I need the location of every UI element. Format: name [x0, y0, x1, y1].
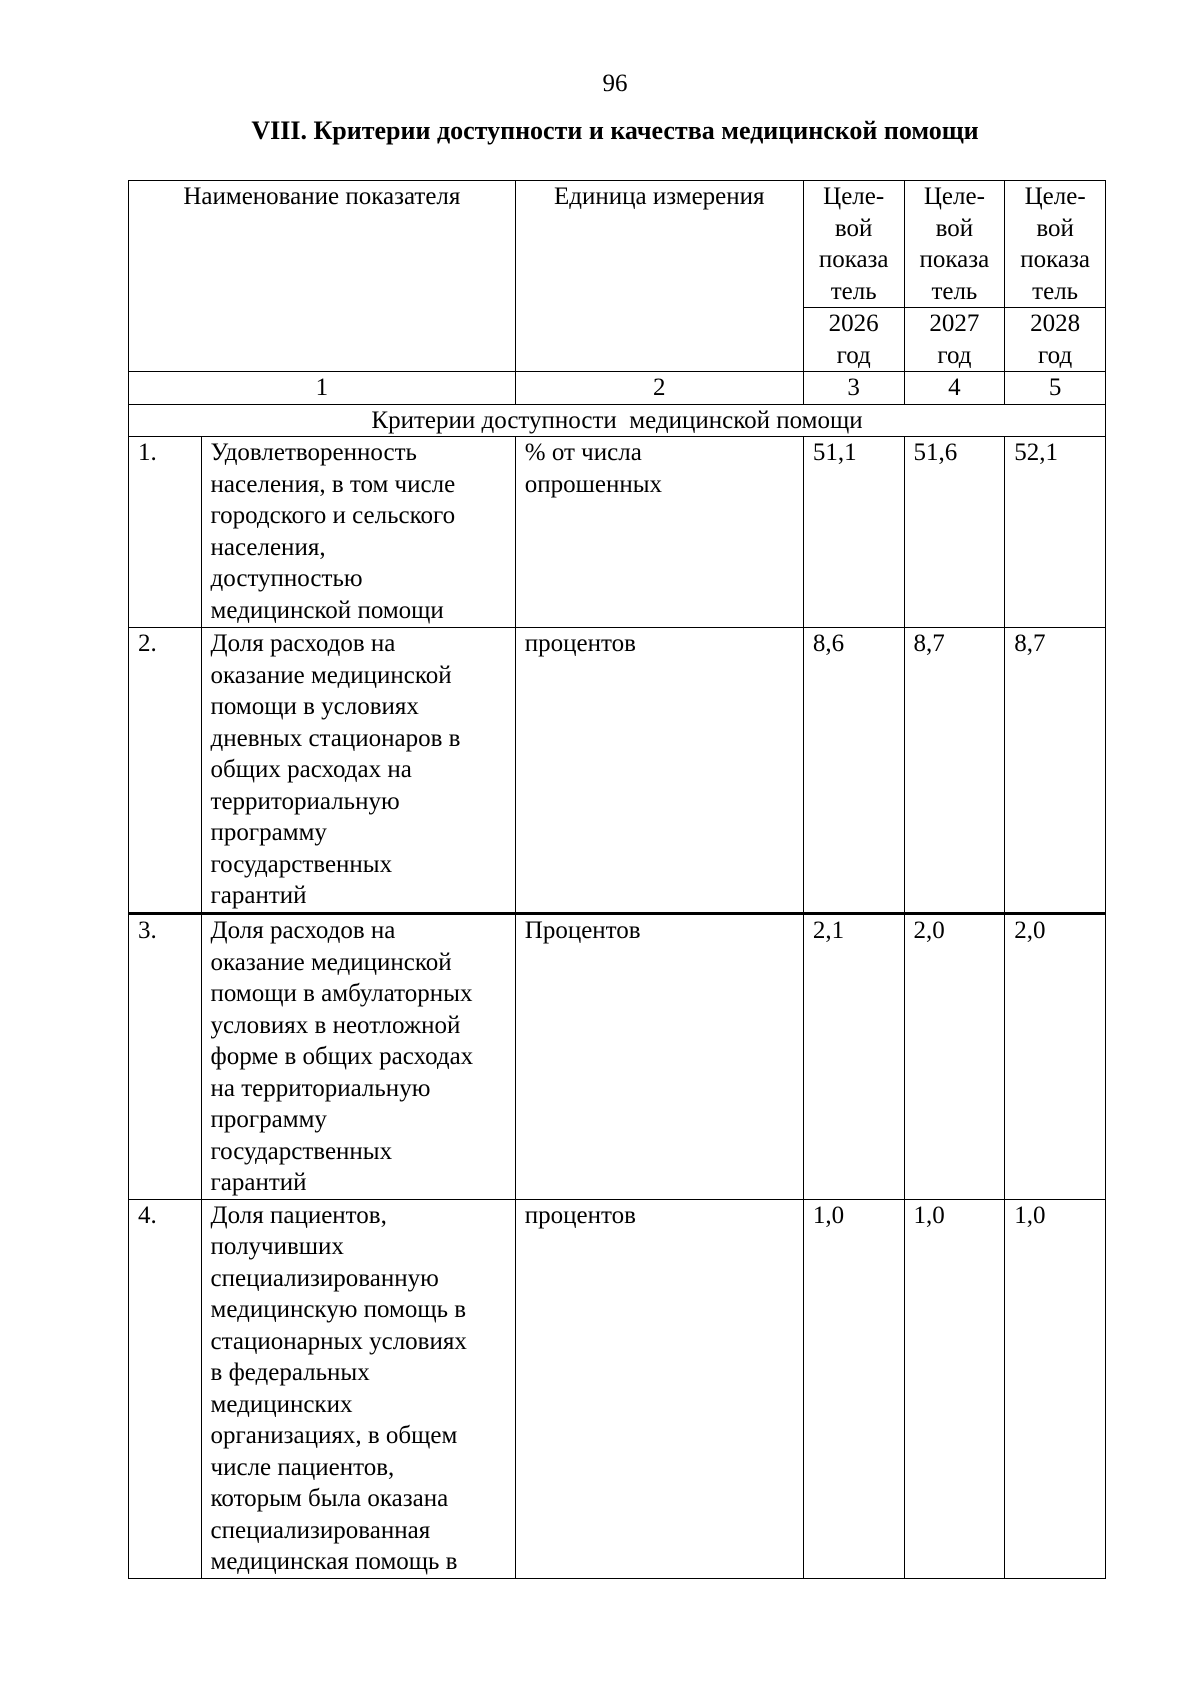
- header-year: 2028 год: [1005, 308, 1106, 372]
- criteria-table: [128, 180, 1106, 1579]
- value-2026: 2,1: [803, 914, 904, 1200]
- unit-cell: процентов: [515, 1199, 803, 1578]
- section-heading: Критерии доступности медицинской помощи: [129, 404, 1106, 437]
- value-2028: 2,0: [1005, 914, 1106, 1200]
- header-year: 2027 год: [904, 308, 1005, 372]
- value-2028: 8,7: [1005, 628, 1106, 914]
- column-number: 5: [1005, 372, 1106, 405]
- value-2026: 1,0: [803, 1199, 904, 1578]
- column-number: 3: [803, 372, 904, 405]
- indicator-name: Доля пациентов, получивших специализированную медицинскую помощь в стационарных условиях в федеральных медицинских организациях, в общем числе пациентов, которым была оказана специализированная медицинская помощь в: [201, 1199, 515, 1578]
- value-2028: 52,1: [1005, 437, 1106, 628]
- value-2026: 8,6: [803, 628, 904, 914]
- row-number: 2.: [129, 628, 202, 914]
- row-number: 3.: [129, 914, 202, 1200]
- header-target-label: Целе- вой показа тель: [904, 181, 1005, 308]
- unit-cell: Процентов: [515, 914, 803, 1200]
- header-indicator-name: Наименование показателя: [129, 181, 516, 372]
- table-row: [129, 914, 1106, 1200]
- row-number: 4.: [129, 1199, 202, 1578]
- header-unit: Единица измерения: [515, 181, 803, 372]
- indicator-name: Доля расходов на оказание медицинской помощи в амбулаторных условиях в неотложной форме в общих расходах на территориальную программу государственных гарантий: [201, 914, 515, 1200]
- column-number: 1: [129, 372, 516, 405]
- value-2027: 2,0: [904, 914, 1005, 1200]
- value-2028: 1,0: [1005, 1199, 1106, 1578]
- header-target-label: Целе- вой показа тель: [1005, 181, 1106, 308]
- indicator-name: Доля расходов на оказание медицинской помощи в условиях дневных стационаров в общих расходах на территориальную программу государственных гарантий: [201, 628, 515, 914]
- section-title: VIII. Критерии доступности и качества медицинской помощи: [251, 116, 979, 145]
- table-row: [129, 628, 1106, 914]
- value-2026: 51,1: [803, 437, 904, 628]
- page-number: 96: [602, 70, 628, 97]
- table-row: [129, 437, 1106, 628]
- header-year: 2026 год: [803, 308, 904, 372]
- value-2027: 8,7: [904, 628, 1005, 914]
- row-number: 1.: [129, 437, 202, 628]
- unit-cell: % от числа опрошенных: [515, 437, 803, 628]
- value-2027: 51,6: [904, 437, 1005, 628]
- header-target-label: Целе- вой показа тель: [803, 181, 904, 308]
- unit-cell: процентов: [515, 628, 803, 914]
- value-2027: 1,0: [904, 1199, 1005, 1578]
- table-row: [129, 1199, 1106, 1578]
- column-number: 2: [515, 372, 803, 405]
- column-number: 4: [904, 372, 1005, 405]
- indicator-name: Удовлетворенность населения, в том числе городского и сельского населения, доступностью медицинской помощи: [201, 437, 515, 628]
